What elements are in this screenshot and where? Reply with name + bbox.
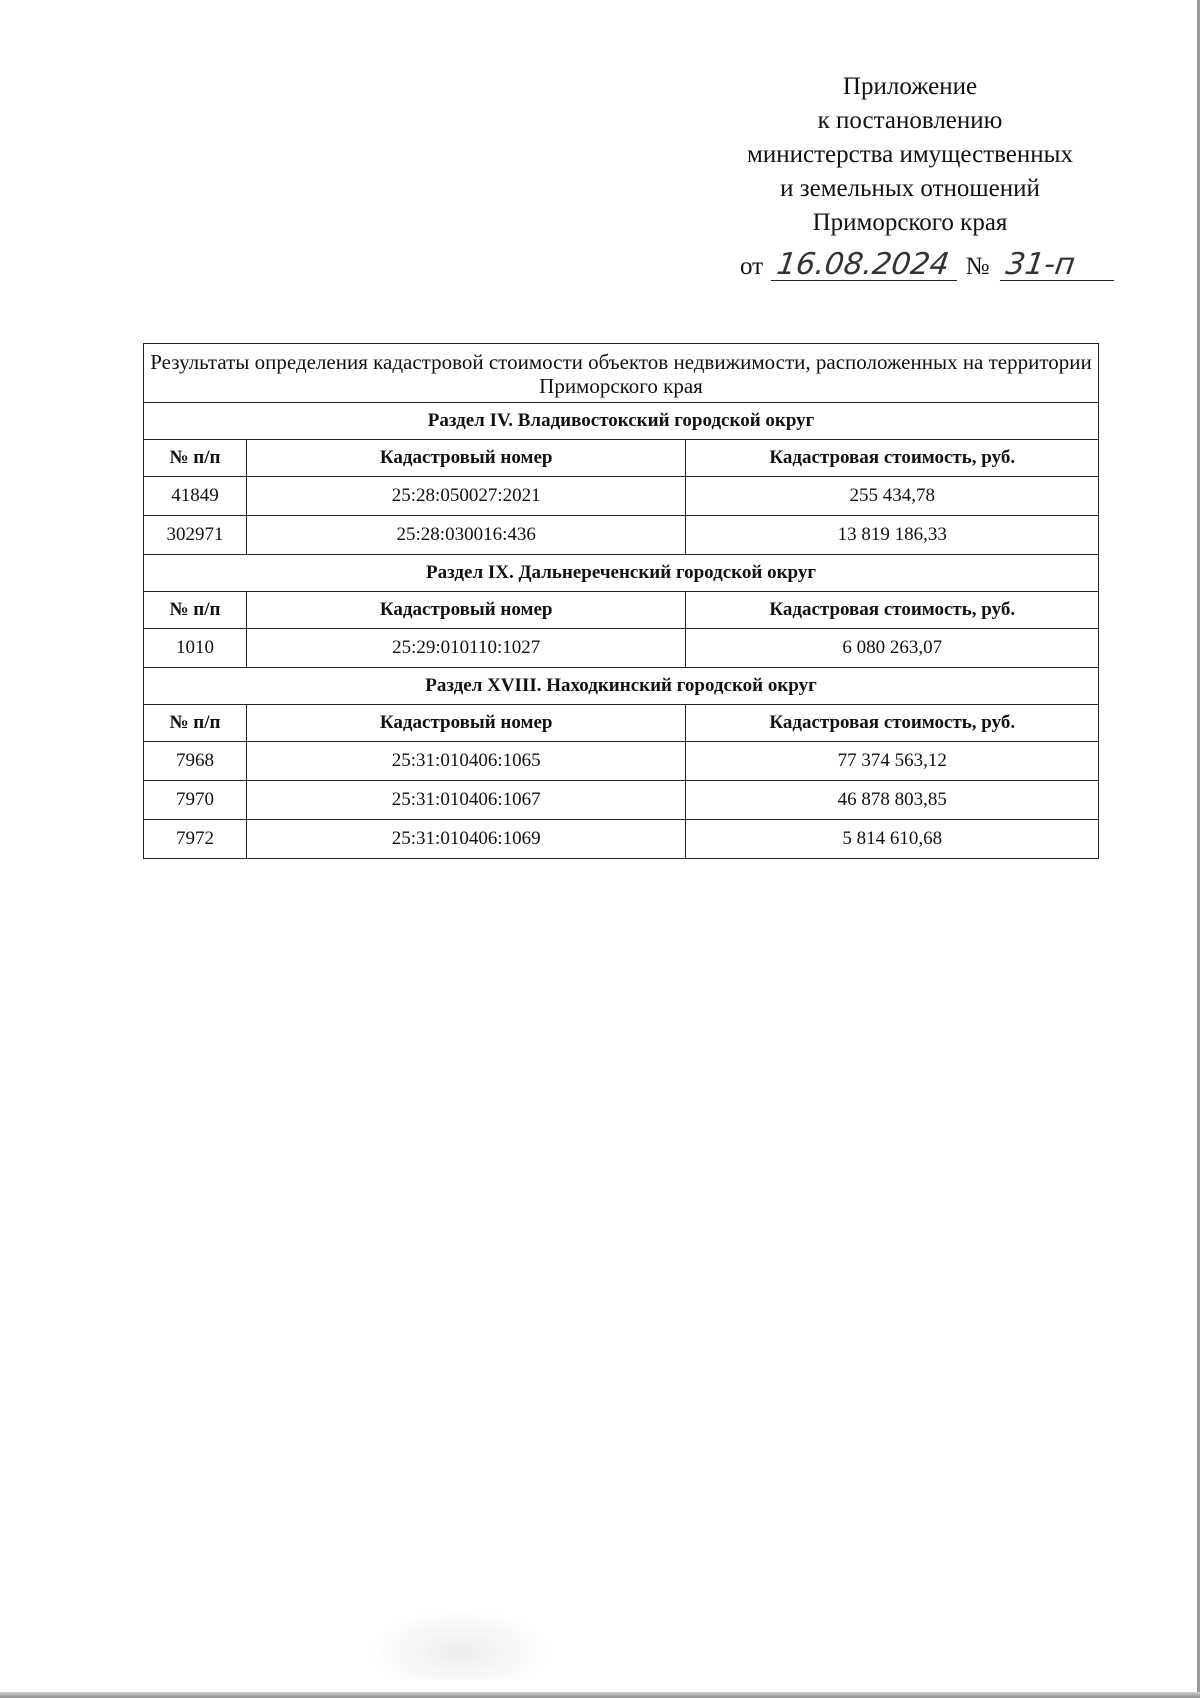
appendix-header (720, 70, 1100, 240)
table-row (144, 629, 1099, 668)
handwritten-date: 16.08.2024 (771, 250, 961, 281)
cadastral-value: 77 374 563,12 (686, 742, 1099, 781)
cadastral-number: 25:31:010406:1065 (246, 742, 686, 781)
section-title: Раздел XVIII. Находкинский городской округ (144, 668, 1099, 705)
scan-edge-bottom (0, 1692, 1200, 1698)
column-header-cadastral-value: Кадастровая стоимость, руб. (686, 440, 1099, 477)
column-header-cadastral-value: Кадастровая стоимость, руб. (686, 705, 1099, 742)
column-header-cadastral-number: Кадастровый номер (246, 705, 686, 742)
table-row (144, 477, 1099, 516)
row-index: 302971 (144, 516, 247, 555)
row-index: 7968 (144, 742, 247, 781)
column-header-cadastral-number: Кадастровый номер (246, 592, 686, 629)
cadastral-number: 25:29:010110:1027 (246, 629, 686, 668)
date-prefix: от (740, 253, 764, 280)
table-row (144, 781, 1099, 820)
cadastral-value: 6 080 263,07 (686, 629, 1099, 668)
cadastral-number: 25:28:030016:436 (246, 516, 686, 555)
cadastral-value-table (143, 343, 1099, 859)
cadastral-number: 25:31:010406:1067 (246, 781, 686, 820)
handwritten-number: 31-п (1000, 250, 1118, 281)
scan-smudge (370, 1610, 550, 1680)
cadastral-value: 46 878 803,85 (686, 781, 1099, 820)
table-row (144, 516, 1099, 555)
appendix-line: к постановлению (817, 107, 1003, 134)
table-row (144, 742, 1099, 781)
appendix-line: Приложение (842, 73, 978, 100)
cadastral-number: 25:28:050027:2021 (246, 477, 686, 516)
column-header-cadastral-value: Кадастровая стоимость, руб. (686, 592, 1099, 629)
row-index: 1010 (144, 629, 247, 668)
section-title: Раздел IX. Дальнереченский городской округ (144, 555, 1099, 592)
table-caption: Результаты определения кадастровой стоимости объектов недвижимости, расположенных на территории Приморского края (144, 344, 1099, 403)
table-row (144, 820, 1099, 859)
row-index: 41849 (144, 477, 247, 516)
column-header-number: № п/п (144, 440, 247, 477)
row-index: 7972 (144, 820, 247, 859)
resolution-date-number (740, 247, 1120, 282)
number-sign: № (965, 253, 990, 280)
cadastral-value: 5 814 610,68 (686, 820, 1099, 859)
column-header-cadastral-number: Кадастровый номер (246, 440, 686, 477)
cadastral-number: 25:31:010406:1069 (246, 820, 686, 859)
appendix-line: и земельных отношений (780, 175, 1040, 202)
section-title: Раздел IV. Владивостокский городской округ (144, 403, 1099, 440)
cadastral-value: 255 434,78 (686, 477, 1099, 516)
row-index: 7970 (144, 781, 247, 820)
column-header-number: № п/п (144, 592, 247, 629)
appendix-line: министерства имущественных (747, 141, 1073, 168)
appendix-line: Приморского края (812, 209, 1008, 236)
cadastral-value: 13 819 186,33 (686, 516, 1099, 555)
column-header-number: № п/п (144, 705, 247, 742)
